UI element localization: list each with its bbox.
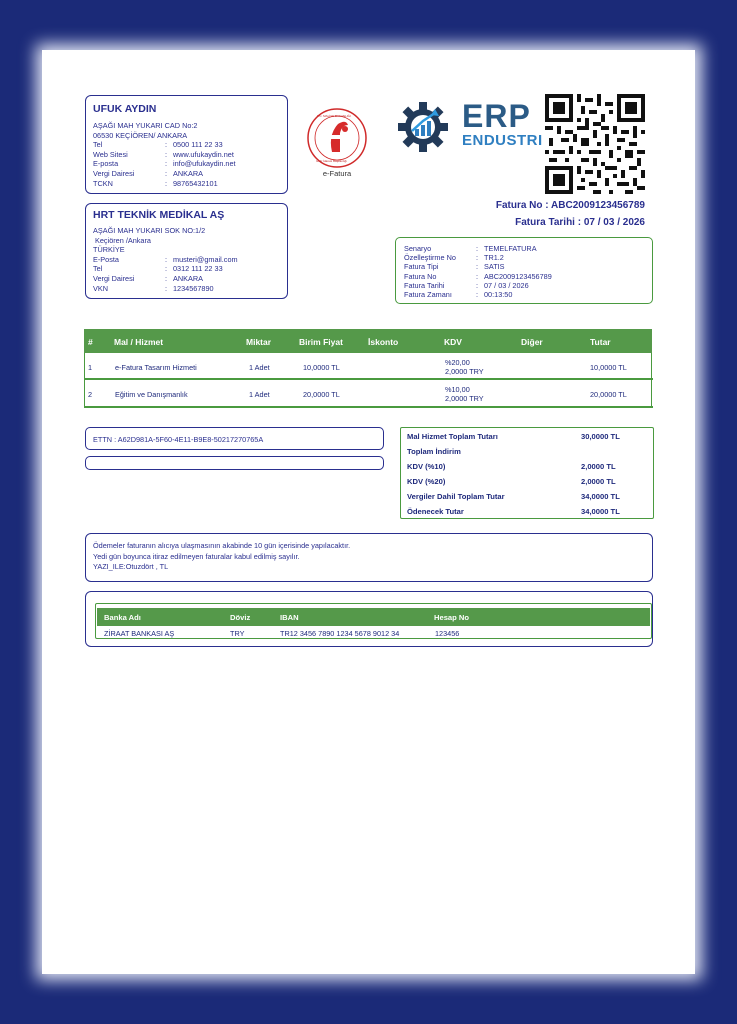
col-item: Mal / Hizmet: [114, 337, 164, 347]
empty-note-box: [85, 456, 384, 470]
seller-details: [93, 121, 236, 188]
total-row-vat10: KDV (%10) 2,0000 TL: [407, 462, 616, 471]
table-row: 2 Eğitim ve Danışmanlık 1 Adet 20,0000 TL %10,00 2,0000 TRY 20,0000 TL: [88, 385, 627, 403]
bank-col-iban: IBAN: [280, 613, 299, 622]
items-table-header: [84, 329, 652, 353]
total-row-discount: Toplam İndirim: [407, 447, 461, 456]
gear-chart-icon: [394, 98, 452, 156]
bank-col-name: Banka Adı: [104, 613, 141, 622]
col-other: Diğer: [521, 337, 543, 347]
invoice-info-list: [404, 244, 552, 299]
buyer-address-line2: Keçiören /Ankara: [95, 235, 151, 245]
note-line2: Yedi gün boyunca itiraz edilmeyen faturalar kabul edilmiş sayılır.: [93, 551, 300, 561]
col-discount: İskonto: [368, 337, 399, 347]
buyer-address-line1: AŞAĞI MAH YUKARI SOK NO:1/2: [93, 226, 206, 235]
items-table-body: [84, 353, 652, 408]
buyer-details: [93, 226, 238, 293]
seller-field-email: E-posta : info@ufukaydin.net: [93, 159, 236, 169]
note-line1: Ödemeler faturanın alıcıya ulaşmasının akabinde 10 gün içerisinde yapılacaktır.: [93, 541, 351, 550]
seller-address-line1: AŞAĞI MAH YUKARI CAD No:2: [93, 121, 198, 130]
table-bottom-border: [84, 406, 653, 408]
ettn-value: ETTN : A62D981A-5F60-4E11-B9E8-50217270765A: [93, 435, 264, 444]
info-row-customization: Özelleştirme No : TR1.2: [404, 253, 504, 263]
brand-line1: ERP: [462, 98, 531, 134]
seller-box: [85, 95, 288, 194]
brand-line2: ENDUSTRI: [462, 132, 543, 149]
col-num: #: [88, 337, 93, 347]
total-row-vat20: KDV (%20) 2,0000 TL: [407, 477, 616, 486]
invoice-page: [42, 50, 695, 974]
notes-text: [93, 541, 350, 573]
invoice-info-box: [395, 237, 653, 304]
seller-field-tel: Tel : 0500 111 22 33: [93, 140, 223, 150]
buyer-box: [85, 203, 288, 299]
erp-logo: [394, 98, 542, 156]
seller-field-tax-office: Vergi Dairesi : ANKARA: [93, 168, 204, 178]
col-qty: Miktar: [246, 337, 272, 347]
bank-table-header: [97, 608, 650, 626]
notes-box: [85, 533, 653, 582]
info-row-type: Fatura Tipi : SATIS: [404, 262, 505, 272]
total-row-subtotal: Mal Hizmet Toplam Tutarı 30,0000 TL: [407, 432, 620, 441]
info-row-scenario: Senaryo : TEMELFATURA: [404, 244, 537, 253]
info-row-date: Fatura Tarihi : 07 / 03 / 2026: [404, 280, 529, 290]
total-row-tax-included: Vergiler Dahil Toplam Tutar 34,0000 TL: [407, 492, 620, 501]
col-price: Birim Fiyat: [299, 337, 343, 347]
seller-address-line2: 06530 KEÇİÖREN/ ANKARA: [93, 130, 188, 140]
buyer-field-tel: Tel : 0312 111 22 33: [93, 264, 223, 274]
seal-text: T.C. MALİYE BAKANLIĞI: [317, 114, 351, 118]
buyer-address-line3: TÜRKİYE: [93, 245, 125, 255]
seller-name: UFUK AYDIN: [93, 103, 157, 115]
bank-table-row: ZİRAAT BANKASI AŞ TRY TR12 3456 7890 1234 5678 9012 34 123456: [104, 629, 460, 638]
bank-col-currency: Döviz: [230, 613, 251, 622]
info-row-time: Fatura Zamanı : 00:13:50: [404, 290, 513, 300]
col-vat: KDV: [444, 337, 462, 347]
ettn-box: [85, 427, 384, 450]
total-row-payable: Ödenecek Tutar 34,0000 TL: [407, 507, 620, 516]
seller-field-web: Web Sitesi : www.ufukaydin.net: [93, 149, 234, 159]
buyer-field-email: E-Posta : musteri@gmail.com: [93, 254, 238, 264]
buyer-name: HRT TEKNİK MEDİKAL AŞ: [93, 209, 225, 221]
buyer-field-tax-office: Vergi Dairesi : ANKARA: [93, 273, 204, 283]
qr-code-icon: [545, 94, 645, 194]
col-total: Tutar: [590, 337, 611, 347]
note-line3: YAZI_ILE:Otuzdört , TL: [93, 562, 169, 571]
efatura-logo: [302, 107, 372, 179]
info-row-number: Fatura No : ABC2009123456789: [404, 271, 552, 281]
invoice-date-header: Fatura Tarihi : 07 / 03 / 2026: [515, 217, 645, 228]
bank-col-account: Hesap No: [434, 613, 470, 622]
efatura-label: e-Fatura: [322, 169, 352, 178]
totals-box: [400, 427, 654, 519]
invoice-number-header: Fatura No : ABC2009123456789: [495, 200, 645, 211]
seal-subtext: Gelir İdaresi Başkanlığı: [316, 159, 348, 163]
bank-table: [95, 603, 652, 639]
table-row: 1 e-Fatura Tasarım Hizmeti 1 Adet 10,0000 TL %20,00 2,0000 TRY 10,0000 TL: [88, 358, 627, 376]
buyer-field-vkn: VKN : 1234567890: [93, 283, 214, 293]
seller-field-tckn: TCKN : 98765432101: [93, 178, 218, 188]
bank-box: [85, 591, 653, 647]
